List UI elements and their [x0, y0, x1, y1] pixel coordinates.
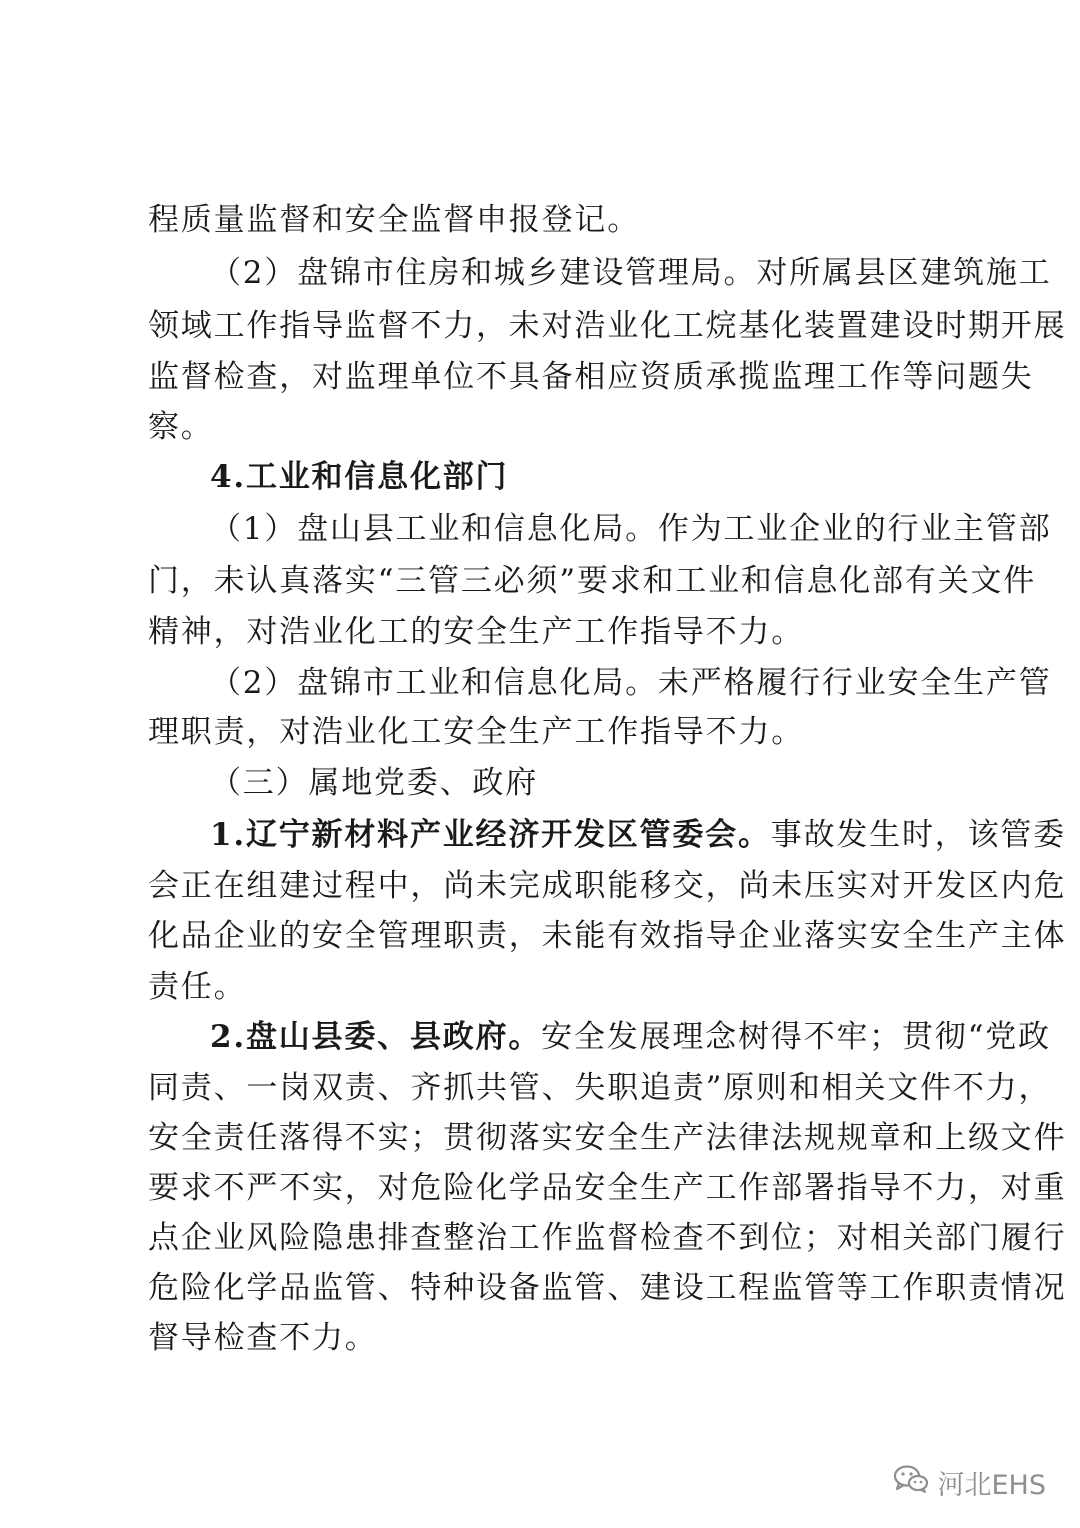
paragraph-line: 点企业风险隐患排查整治工作监督检查不到位；对相关部门履行 [148, 1220, 1067, 1256]
paragraph-line: 程质量监督和安全监督申报登记。 [148, 202, 640, 238]
paragraph-lead: 1.辽宁新材料产业经济开发区管委会。 [210, 817, 771, 853]
section-heading: （三）属地党委、政府 [210, 765, 538, 801]
paragraph-line: （2）盘锦市住房和城乡建设管理局。对所属县区建筑施工 [210, 255, 1052, 291]
watermark [893, 1462, 1046, 1502]
paragraph-line: 理职责，对浩业化工安全生产工作指导不力。 [148, 714, 804, 750]
paragraph-line: 领域工作指导监督不力，未对浩业化工烷基化装置建设时期开展 [148, 308, 1067, 344]
paragraph-line: 监督检查，对监理单位不具备相应资质承揽监理工作等问题失 [148, 359, 1034, 395]
paragraph-line: 精神，对浩业化工的安全生产工作指导不力。 [148, 614, 804, 650]
paragraph-line: 同责、一岗双责、齐抓共管、失职追责”原则和相关文件不力， [148, 1070, 1052, 1106]
watermark-text: 河北EHS [937, 1469, 1046, 1501]
paragraph-line: 责任。 [148, 969, 247, 1005]
paragraph-line: 安全责任落得不实；贯彻落实安全生产法律法规规章和上级文件 [148, 1120, 1067, 1156]
paragraph-line: 督导检查不力。 [148, 1320, 378, 1356]
paragraph-text: 事故发生时，该管委 [770, 817, 1066, 853]
section-heading: 4.工业和信息化部门 [210, 459, 509, 495]
paragraph-text: 安全发展理念树得不牢；贯彻“党政 [541, 1019, 1051, 1055]
wechat-icon [893, 1464, 937, 1501]
paragraph-line: 察。 [148, 409, 214, 445]
paragraph-line: 要求不严不实，对危险化学品安全生产工作部署指导不力，对重 [148, 1170, 1067, 1206]
paragraph-line: 危险化学品监管、特种设备监管、建设工程监管等工作职责情况 [148, 1270, 1067, 1306]
paragraph-line: 化品企业的安全管理职责，未能有效指导企业落实安全生产主体 [148, 918, 1067, 954]
paragraph-line: （1）盘山县工业和信息化局。作为工业企业的行业主管部 [210, 511, 1052, 547]
paragraph-line: 门，未认真落实“三管三必须”要求和工业和信息化部有关文件 [148, 563, 1037, 599]
paragraph-line: 会正在组建过程中，尚未完成职能移交，尚未压实对开发区内危 [148, 868, 1067, 904]
paragraph-line: （2）盘锦市工业和信息化局。未严格履行行业安全生产管 [210, 665, 1052, 701]
paragraph-lead: 2.盘山县委、县政府。 [210, 1019, 542, 1055]
paragraph-line [210, 815, 1066, 855]
paragraph-line [210, 1017, 1051, 1057]
